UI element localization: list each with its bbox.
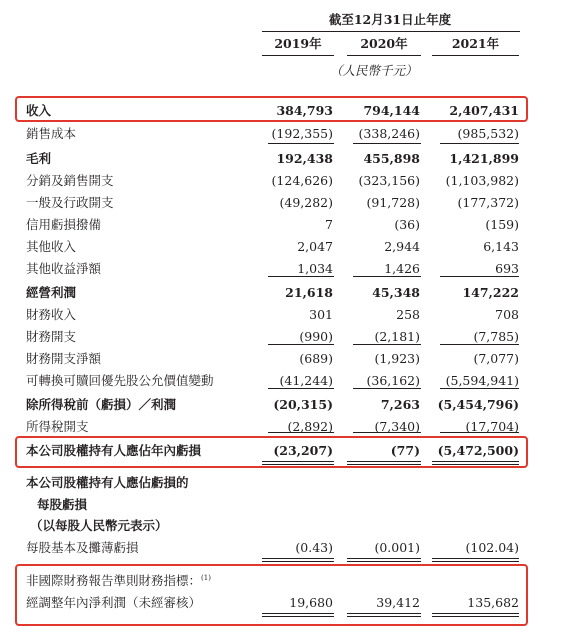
row-value-credit-loss-2020: (36) bbox=[394, 217, 420, 232]
eps-value-2019: (0.43) bbox=[295, 540, 333, 555]
rule-cost-of-sales-2019 bbox=[268, 143, 334, 144]
row-label-operating-profit: 經營利潤 bbox=[26, 285, 77, 300]
row-value-operating-profit-2020: 45,348 bbox=[372, 285, 420, 300]
row-label-finance-income: 財務收入 bbox=[26, 307, 77, 322]
row-value-income-tax-2021: (17,704) bbox=[465, 419, 519, 434]
row-value-operating-profit-2021: 147,222 bbox=[462, 285, 519, 300]
rule-fair-value-2021 bbox=[440, 388, 519, 389]
highlight-loss-row bbox=[15, 436, 528, 468]
non-ifrs-footnote-marker: (1) bbox=[201, 573, 211, 582]
row-label-net-finance-costs: 財務開支淨額 bbox=[26, 351, 102, 366]
row-value-income-tax-2019: (2,892) bbox=[287, 419, 333, 434]
eps-value-2021: (102.04) bbox=[465, 540, 519, 555]
rule-income-tax-2020 bbox=[353, 432, 421, 433]
row-label-fair-value-change: 可轉換可贖回優先股公允價值變動 bbox=[26, 373, 214, 388]
row-value-loss-attributable-2021: (5,472,500) bbox=[437, 443, 519, 458]
row-value-other-gains-2021: 693 bbox=[495, 261, 519, 276]
non-ifrs-value-2020: 39,412 bbox=[376, 595, 420, 610]
row-value-credit-loss-2019: 7 bbox=[325, 217, 333, 232]
row-value-other-gains-2020: 1,426 bbox=[384, 261, 420, 276]
row-value-cost-of-sales-2020: (338,246) bbox=[358, 126, 420, 141]
non-ifrs-label: 經調整年內淨利潤（未經審核） bbox=[26, 595, 202, 610]
row-value-finance-costs-2021: (7,785) bbox=[473, 329, 519, 344]
row-label-loss-attributable: 本公司股權持有人應佔年內虧損 bbox=[26, 443, 202, 458]
double-rule-eps-2021 bbox=[432, 558, 519, 562]
row-value-fair-value-change-2019: (41,244) bbox=[279, 373, 333, 388]
row-value-other-income-2019: 2,047 bbox=[297, 239, 333, 254]
row-value-cost-of-sales-2019: (192,355) bbox=[271, 126, 333, 141]
eps-title-line3: （以每股人民幣元表示） bbox=[30, 518, 168, 533]
row-label-admin-expenses: 一般及行政開支 bbox=[26, 195, 114, 210]
row-value-finance-costs-2019: (990) bbox=[299, 329, 333, 344]
row-value-revenue-2020: 794,144 bbox=[363, 103, 420, 118]
row-value-net-finance-costs-2021: (7,077) bbox=[473, 351, 519, 366]
currency-note: （人民幣千元） bbox=[330, 63, 418, 78]
row-value-revenue-2019: 384,793 bbox=[276, 103, 333, 118]
period-heading: 截至12月31日止年度 bbox=[328, 12, 452, 27]
rule-finance-cost-2019 bbox=[268, 344, 334, 345]
non-ifrs-title-text: 非國際財務報告準則財務指標： bbox=[26, 573, 202, 588]
rule-other-gains-2021 bbox=[440, 276, 519, 277]
year-underline-2021 bbox=[432, 55, 519, 56]
row-label-income-tax: 所得稅開支 bbox=[26, 419, 89, 434]
row-value-loss-before-tax-2019: (20,315) bbox=[273, 397, 333, 412]
double-rule-eps-2020 bbox=[347, 558, 421, 562]
row-value-gross-profit-2021: 1,421,899 bbox=[449, 151, 519, 166]
row-value-loss-attributable-2020: (77) bbox=[390, 443, 420, 458]
non-ifrs-value-2019: 19,680 bbox=[289, 595, 333, 610]
row-value-operating-profit-2019: 21,618 bbox=[285, 285, 333, 300]
year-header-2019: 2019年 bbox=[274, 36, 322, 51]
row-value-loss-before-tax-2020: 7,263 bbox=[380, 397, 420, 412]
row-label-other-gains: 其他收益淨額 bbox=[26, 261, 102, 276]
year-underline-2019 bbox=[262, 55, 334, 56]
rule-cost-of-sales-2021 bbox=[440, 143, 519, 144]
row-value-other-gains-2019: 1,034 bbox=[297, 261, 333, 276]
year-header-2020: 2020年 bbox=[360, 36, 408, 51]
row-value-income-tax-2020: (7,340) bbox=[374, 419, 420, 434]
row-label-other-income: 其他收入 bbox=[26, 239, 77, 254]
eps-value-2020: (0.001) bbox=[374, 540, 420, 555]
row-label-selling-expenses: 分銷及銷售開支 bbox=[26, 173, 114, 188]
row-label-credit-loss: 信用虧損撥備 bbox=[26, 217, 102, 232]
row-label-finance-costs: 財務開支 bbox=[26, 329, 77, 344]
row-value-finance-income-2021: 708 bbox=[495, 307, 519, 322]
row-value-cost-of-sales-2021: (985,532) bbox=[457, 126, 519, 141]
rule-income-tax-2019 bbox=[268, 432, 334, 433]
row-value-finance-income-2020: 258 bbox=[396, 307, 420, 322]
row-value-admin-expenses-2021: (177,372) bbox=[457, 195, 519, 210]
row-value-admin-expenses-2020: (91,728) bbox=[366, 195, 420, 210]
row-label-cost-of-sales: 銷售成本 bbox=[26, 126, 77, 141]
row-value-admin-expenses-2019: (49,282) bbox=[279, 195, 333, 210]
eps-title-line2: 每股虧損 bbox=[37, 497, 88, 512]
row-value-selling-expenses-2021: (1,103,982) bbox=[445, 173, 519, 188]
rule-finance-cost-2020 bbox=[353, 344, 421, 345]
rule-fair-value-2020 bbox=[353, 388, 421, 389]
row-value-selling-expenses-2020: (323,156) bbox=[358, 173, 420, 188]
rule-other-gains-2020 bbox=[353, 276, 421, 277]
row-value-net-finance-costs-2019: (689) bbox=[299, 351, 333, 366]
row-value-selling-expenses-2019: (124,626) bbox=[271, 173, 333, 188]
double-rule-eps-2019 bbox=[262, 558, 334, 562]
row-value-fair-value-change-2020: (36,162) bbox=[366, 373, 420, 388]
row-value-revenue-2021: 2,407,431 bbox=[449, 103, 519, 118]
row-value-gross-profit-2019: 192,438 bbox=[276, 151, 333, 166]
eps-title-line1: 本公司股權持有人應佔虧損的 bbox=[26, 475, 189, 490]
row-value-credit-loss-2021: (159) bbox=[485, 217, 519, 232]
period-underline bbox=[262, 31, 520, 32]
row-value-finance-income-2019: 301 bbox=[309, 307, 333, 322]
row-value-finance-costs-2020: (2,181) bbox=[374, 329, 420, 344]
rule-income-tax-2021 bbox=[440, 432, 519, 433]
rule-fair-value-2019 bbox=[268, 388, 334, 389]
rule-other-gains-2019 bbox=[268, 276, 334, 277]
highlight-non-ifrs-section bbox=[15, 564, 528, 626]
rule-cost-of-sales-2020 bbox=[353, 143, 421, 144]
row-value-loss-before-tax-2021: (5,454,796) bbox=[437, 397, 519, 412]
row-value-loss-attributable-2019: (23,207) bbox=[273, 443, 333, 458]
non-ifrs-value-2021: 135,682 bbox=[467, 595, 519, 610]
eps-label: 每股基本及攤薄虧損 bbox=[26, 540, 139, 555]
row-label-revenue: 收入 bbox=[26, 103, 52, 118]
year-header-2021: 2021年 bbox=[451, 36, 500, 51]
row-label-loss-before-tax: 除所得稅前（虧損）／利潤 bbox=[26, 397, 177, 412]
year-underline-2020 bbox=[347, 55, 421, 56]
row-value-other-income-2020: 2,944 bbox=[384, 239, 420, 254]
row-value-fair-value-change-2021: (5,594,941) bbox=[445, 373, 519, 388]
row-label-gross-profit: 毛利 bbox=[26, 151, 52, 166]
row-value-other-income-2021: 6,143 bbox=[483, 239, 519, 254]
row-value-gross-profit-2020: 455,898 bbox=[363, 151, 420, 166]
rule-finance-cost-2021 bbox=[440, 344, 519, 345]
row-value-net-finance-costs-2020: (1,923) bbox=[374, 351, 420, 366]
highlight-revenue-row bbox=[15, 96, 528, 122]
